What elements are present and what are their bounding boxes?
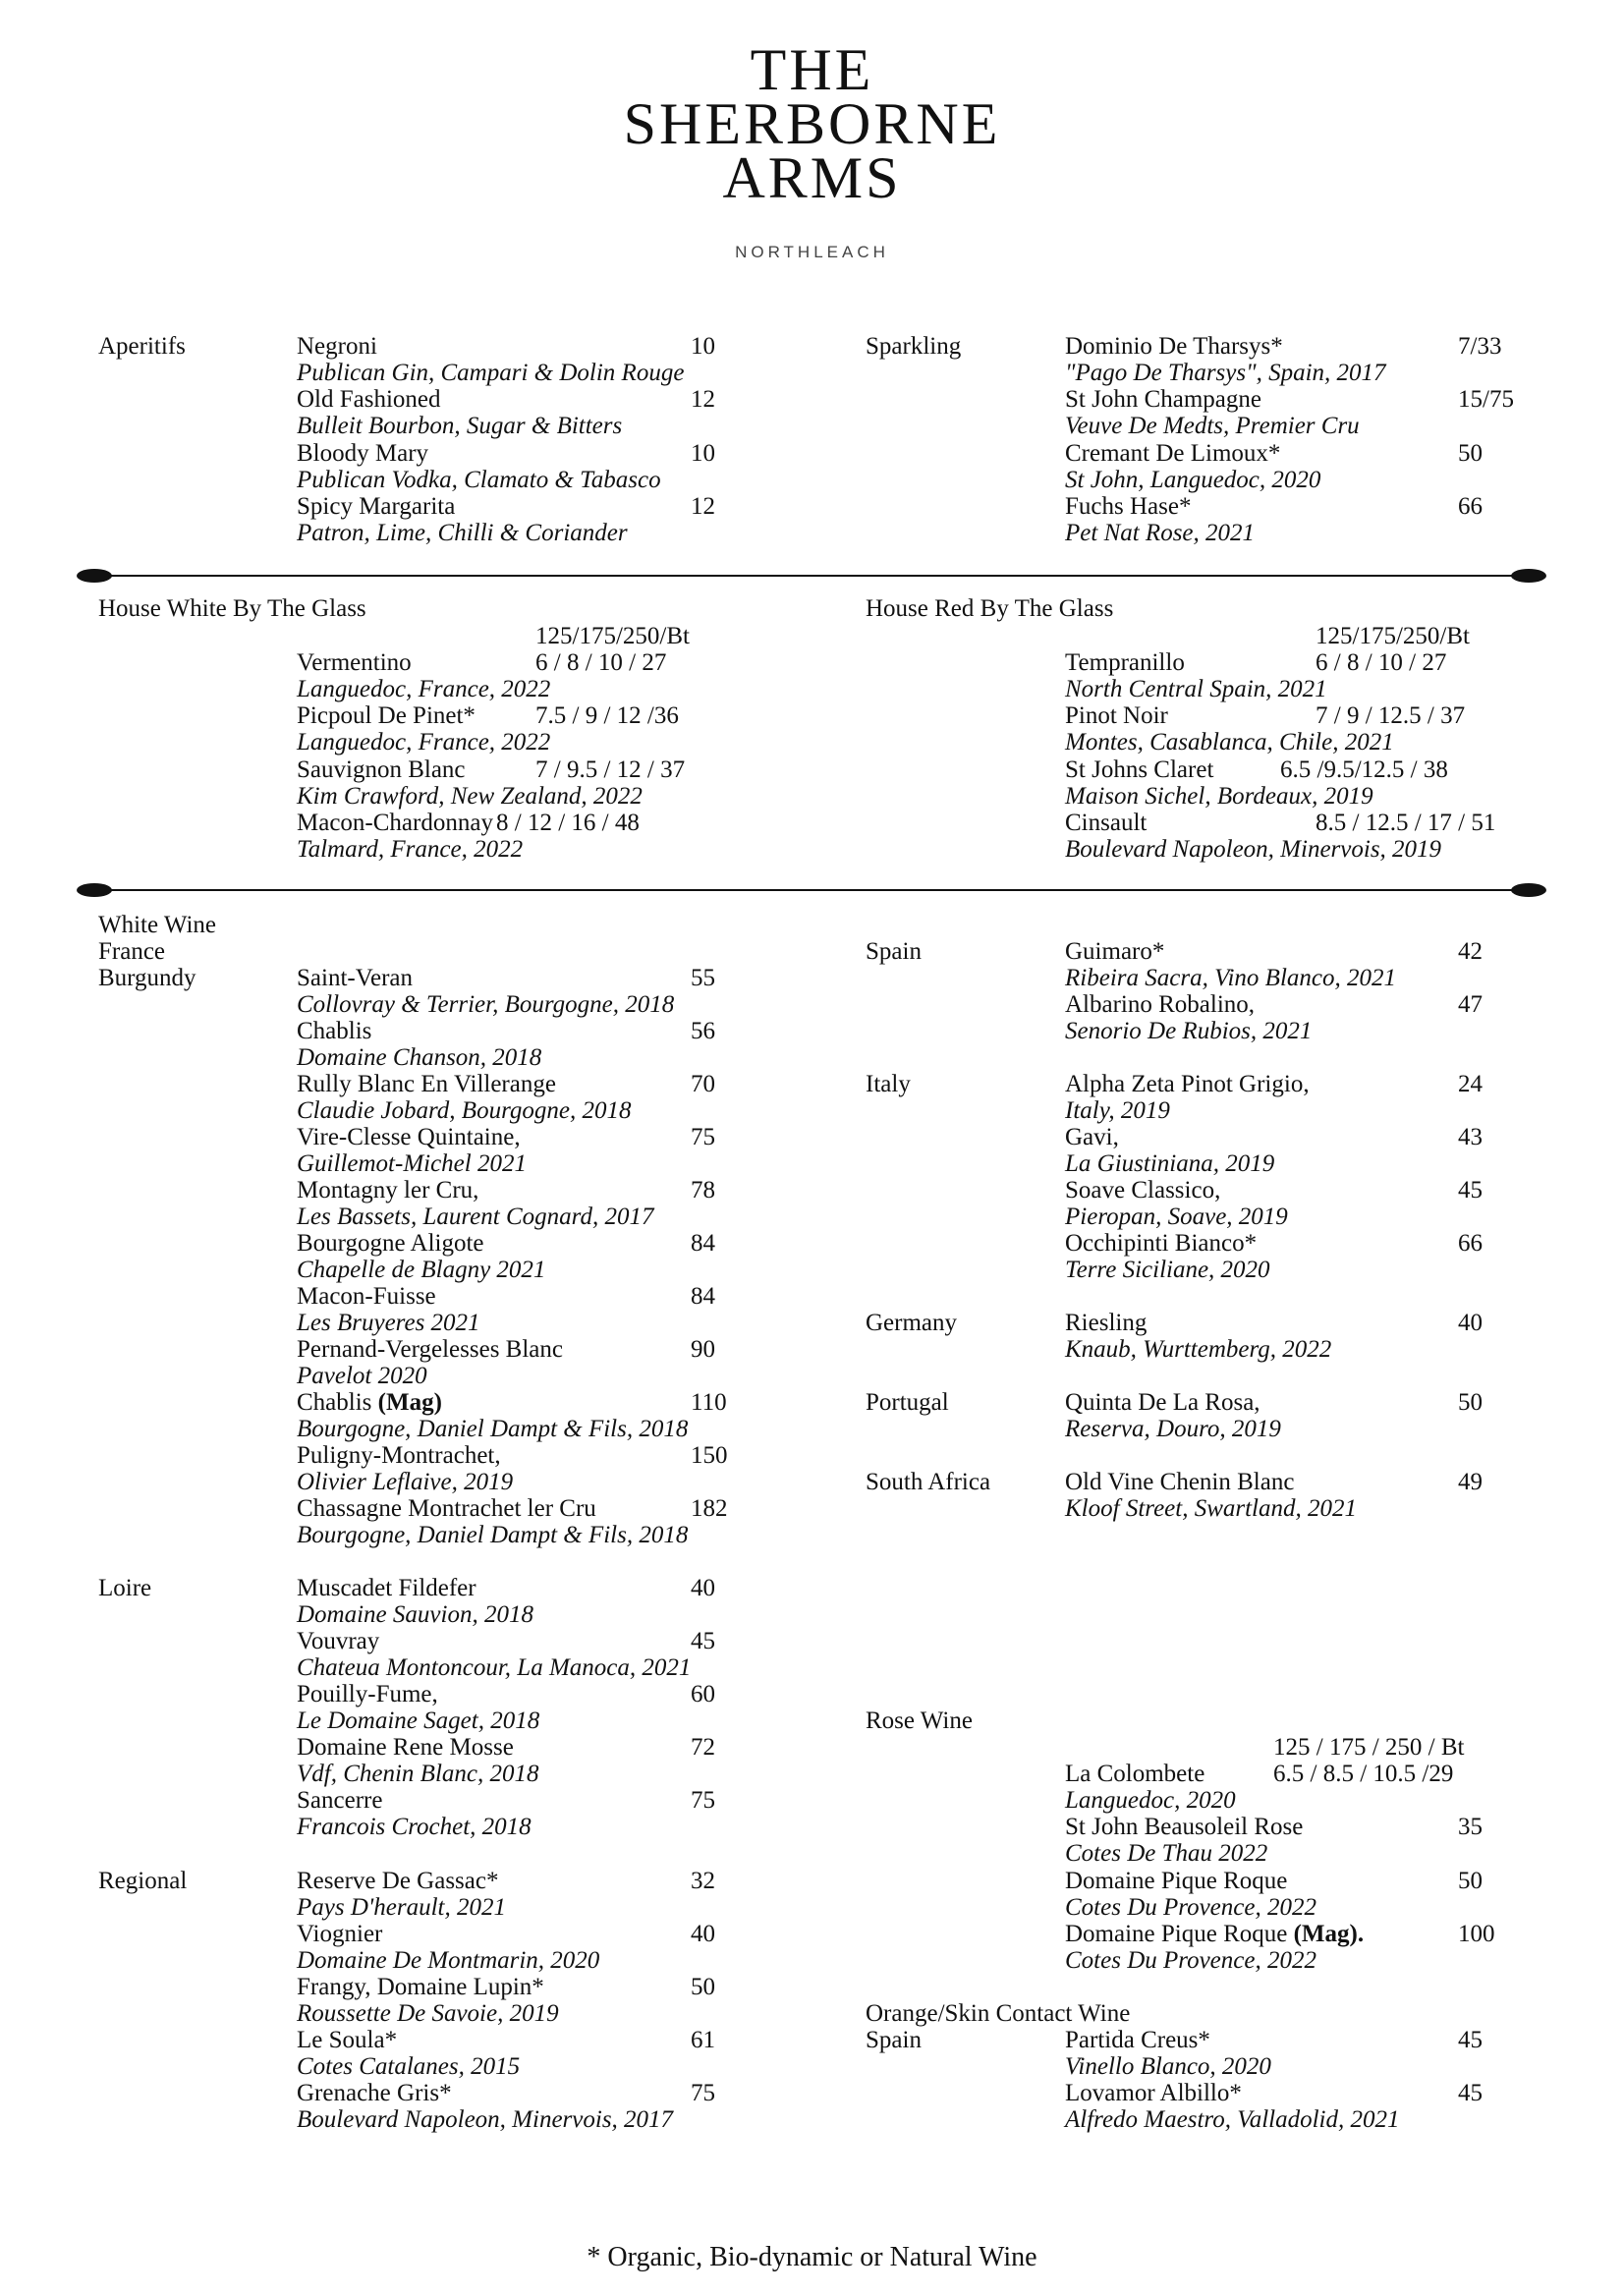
wine-desc: Reserva, Douro, 2019 [1065, 1416, 1281, 1442]
wine-price: 66 [1458, 1230, 1483, 1257]
wine-desc: Collovray & Terrier, Bourgogne, 2018 [297, 991, 675, 1018]
regional-category: Regional [98, 1868, 188, 1894]
wine-desc: Vinello Blanco, 2020 [1065, 2053, 1271, 2080]
sparkling-name: Cremant De Limoux* [1065, 440, 1281, 467]
wine-name: Albarino Robalino, [1065, 991, 1256, 1018]
house-white-prices: 6 / 8 / 10 / 27 [535, 649, 667, 676]
house-red-prices: 7 / 9 / 12.5 / 37 [1316, 702, 1466, 729]
sparkling-desc: St John, Languedoc, 2020 [1065, 467, 1321, 493]
sparkling-name: Dominio De Tharsys* [1065, 333, 1283, 360]
wine-name: Old Vine Chenin Blanc [1065, 1469, 1295, 1495]
wine-price: 35 [1458, 1814, 1483, 1840]
wine-name: Muscadet Fildefer [297, 1575, 476, 1601]
aperitif-name: Old Fashioned [297, 386, 441, 413]
wine-name: Frangy, Domaine Lupin* [297, 1974, 544, 2000]
italy-category: Italy [866, 1071, 911, 1097]
wine-price: 45 [691, 1628, 715, 1654]
wine-desc: Vdf, Chenin Blanc, 2018 [297, 1761, 539, 1787]
wine-desc: Boulevard Napoleon, Minervois, 2017 [297, 2106, 674, 2133]
wine-desc: La Giustiniana, 2019 [1065, 1150, 1275, 1177]
organic-footnote: * Organic, Bio-dynamic or Natural Wine [587, 2242, 1037, 2272]
loire-category: Loire [98, 1575, 152, 1601]
wine-price: 47 [1458, 991, 1483, 1018]
house-white-name: Picpoul De Pinet* [297, 702, 476, 729]
divider-end [1511, 569, 1546, 583]
wine-name: Occhipinti Bianco* [1065, 1230, 1258, 1257]
wine-price: 24 [1458, 1071, 1483, 1097]
house-red-name: Pinot Noir [1065, 702, 1168, 729]
wine-desc: Domaine Chanson, 2018 [297, 1044, 542, 1071]
wine-desc: Languedoc, 2020 [1065, 1787, 1236, 1814]
wine-name [1065, 1921, 1364, 1947]
house-red-heading: House Red By The Glass [866, 595, 1114, 622]
wine-price: 72 [691, 1734, 715, 1761]
wine-desc: Domaine Sauvion, 2018 [297, 1601, 533, 1628]
wine-price: 55 [691, 965, 715, 991]
aperitif-desc: Publican Gin, Campari & Dolin Rouge [297, 360, 685, 386]
wine-name: Chassagne Montrachet ler Cru [297, 1495, 596, 1522]
house-white-name: Sauvignon Blanc [297, 756, 466, 783]
wine-name-text: Chablis [297, 1389, 372, 1416]
house-red-name: Tempranillo [1065, 649, 1185, 676]
germany-category: Germany [866, 1310, 958, 1336]
wine-price: 78 [691, 1177, 715, 1203]
wine-name: Quinta De La Rosa, [1065, 1389, 1260, 1416]
divider-line [90, 889, 1533, 891]
wine-desc: Pays D'herault, 2021 [297, 1894, 506, 1921]
aperitif-desc: Publican Vodka, Clamato & Tabasco [297, 467, 661, 493]
wine-price: 40 [691, 1575, 715, 1601]
house-white-desc: Languedoc, France, 2022 [297, 676, 551, 702]
wine-price: 40 [691, 1921, 715, 1947]
house-red-name: St Johns Claret [1065, 756, 1214, 783]
wine-desc: Cotes Du Provence, 2022 [1065, 1894, 1316, 1921]
wine-desc: Guillemot-Michel 2021 [297, 1150, 527, 1177]
wine-name: La Colombete [1065, 1761, 1205, 1787]
wine-price: 75 [691, 2080, 715, 2106]
white-wine-heading: White Wine [98, 912, 217, 938]
aperitif-price: 10 [691, 440, 715, 467]
wine-name: Riesling [1065, 1310, 1148, 1336]
divider-end [1511, 883, 1546, 897]
wine-name: Viognier [297, 1921, 383, 1947]
sparkling-desc: "Pago De Tharsys", Spain, 2017 [1065, 360, 1386, 386]
wine-desc: Bourgogne, Daniel Dampt & Fils, 2018 [297, 1522, 689, 1548]
wine-desc: Francois Crochet, 2018 [297, 1814, 532, 1840]
wine-name: Bourgogne Aligote [297, 1230, 484, 1257]
wine-name: Le Soula* [297, 2027, 398, 2053]
aperitif-price: 12 [691, 386, 715, 413]
wine-price: 45 [1458, 1177, 1483, 1203]
wine-price: 110 [691, 1389, 727, 1416]
wine-name [297, 1389, 442, 1416]
sparkling-price: 50 [1458, 440, 1483, 467]
aperitif-desc: Bulleit Bourbon, Sugar & Bitters [297, 413, 623, 439]
wine-price: 43 [1458, 1124, 1483, 1150]
wine-name: Grenache Gris* [297, 2080, 452, 2106]
wine-name: Partida Creus* [1065, 2027, 1210, 2053]
aperitif-name: Negroni [297, 333, 377, 360]
sparkling-desc: Veuve De Medts, Premier Cru [1065, 413, 1360, 439]
wine-price: 45 [1458, 2080, 1483, 2106]
wine-desc: Les Bruyeres 2021 [297, 1310, 480, 1336]
wine-desc: Pavelot 2020 [297, 1363, 427, 1389]
wine-price: 60 [691, 1681, 715, 1707]
wine-name: Vire-Clesse Quintaine, [297, 1124, 521, 1150]
house-red-prices: 6 / 8 / 10 / 27 [1316, 649, 1447, 676]
wine-desc: Alfredo Maestro, Valladolid, 2021 [1065, 2106, 1400, 2133]
sparkling-desc: Pet Nat Rose, 2021 [1065, 520, 1256, 546]
wine-desc: Cotes Catalanes, 2015 [297, 2053, 521, 2080]
house-red-desc: North Central Spain, 2021 [1065, 676, 1327, 702]
aperitif-name: Bloody Mary [297, 440, 429, 467]
wine-name: St John Beausoleil Rose [1065, 1814, 1304, 1840]
wine-price: 182 [691, 1495, 728, 1522]
wine-name: Lovamor Albillo* [1065, 2080, 1242, 2106]
house-red-sizes: 125/175/250/Bt [1316, 623, 1470, 649]
restaurant-name [0, 37, 1624, 210]
wine-name: Montagny ler Cru, [297, 1177, 479, 1203]
sparkling-price: 66 [1458, 493, 1483, 520]
wine-name: Reserve De Gassac* [297, 1868, 499, 1894]
title-line-2: SHERBORNE [623, 91, 1001, 156]
wine-desc: Les Bassets, Laurent Cognard, 2017 [297, 1203, 654, 1230]
wine-name: Pernand-Vergelesses Blanc [297, 1336, 563, 1363]
house-white-desc: Talmard, France, 2022 [297, 836, 524, 863]
orange-heading: Orange/Skin Contact Wine [866, 2000, 1131, 2027]
wine-name: Saint-Veran [297, 965, 414, 991]
wine-price: 70 [691, 1071, 715, 1097]
house-white-heading: House White By The Glass [98, 595, 366, 622]
sparkling-price: 15/75 [1458, 386, 1514, 413]
wine-name: Soave Classico, [1065, 1177, 1221, 1203]
wine-price: 32 [691, 1868, 715, 1894]
wine-price: 40 [1458, 1310, 1483, 1336]
wine-name: Vouvray [297, 1628, 380, 1654]
magnum-label: (Mag). [1293, 1921, 1365, 1947]
wine-desc: Cotes Du Provence, 2022 [1065, 1947, 1316, 1974]
wine-price: 100 [1458, 1921, 1495, 1947]
wine-desc: Kloof Street, Swartland, 2021 [1065, 1495, 1357, 1522]
wine-desc: Olivier Leflaive, 2019 [297, 1469, 514, 1495]
rose-glass-prices: 6.5 / 8.5 / 10.5 /29 [1273, 1761, 1454, 1787]
wine-price: 50 [691, 1974, 715, 2000]
wine-price: 61 [691, 2027, 715, 2053]
title-line-1: THE [750, 37, 874, 102]
wine-desc: Chapelle de Blagny 2021 [297, 1257, 546, 1283]
wine-name: Alpha Zeta Pinot Grigio, [1065, 1071, 1310, 1097]
wine-price: 56 [691, 1018, 715, 1044]
house-red-prices: 6.5 /9.5/12.5 / 38 [1280, 756, 1448, 783]
spain-category: Spain [866, 938, 922, 965]
wine-desc: Roussette De Savoie, 2019 [297, 2000, 559, 2027]
white-wine-country: France [98, 938, 166, 965]
wine-price: 84 [691, 1230, 715, 1257]
aperitif-price: 12 [691, 493, 715, 520]
aperitif-price: 10 [691, 333, 715, 360]
wine-price: 50 [1458, 1389, 1483, 1416]
wine-name: Guimaro* [1065, 938, 1165, 965]
wine-desc: Italy, 2019 [1065, 1097, 1170, 1124]
sparkling-name: St John Champagne [1065, 386, 1261, 413]
wine-desc: Pieropan, Soave, 2019 [1065, 1203, 1288, 1230]
section-divider [77, 566, 1546, 586]
wine-name: Pouilly-Fume, [297, 1681, 438, 1707]
sparkling-name: Fuchs Hase* [1065, 493, 1192, 520]
sparkling-category: Sparkling [866, 333, 962, 360]
wine-name: Chablis [297, 1018, 372, 1044]
wine-name-text: Domaine Pique Roque [1065, 1921, 1288, 1947]
sparkling-price: 7/33 [1458, 333, 1502, 360]
section-divider [77, 880, 1546, 900]
wine-price: 75 [691, 1124, 715, 1150]
aperitif-name: Spicy Margarita [297, 493, 456, 520]
wine-name: Sancerre [297, 1787, 383, 1814]
aperitif-desc: Patron, Lime, Chilli & Coriander [297, 520, 628, 546]
house-red-desc: Maison Sichel, Bordeaux, 2019 [1065, 783, 1373, 810]
aperitifs-category: Aperitifs [98, 333, 186, 360]
wine-desc: Knaub, Wurttemberg, 2022 [1065, 1336, 1332, 1363]
wine-name: Gavi, [1065, 1124, 1119, 1150]
wine-name: Macon-Fuisse [297, 1283, 436, 1310]
house-white-desc: Kim Crawford, New Zealand, 2022 [297, 783, 643, 810]
wine-desc: Le Domaine Saget, 2018 [297, 1707, 540, 1734]
south-africa-category: South Africa [866, 1469, 991, 1495]
wine-desc: Domaine De Montmarin, 2020 [297, 1947, 600, 1974]
house-red-name: Cinsault [1065, 810, 1148, 836]
magnum-label: (Mag) [377, 1389, 442, 1416]
divider-line [90, 575, 1533, 577]
wine-price: 49 [1458, 1469, 1483, 1495]
location-subtitle: NORTHLEACH [735, 243, 889, 261]
wine-desc: Senorio De Rubios, 2021 [1065, 1018, 1313, 1044]
house-white-name: Macon-Chardonnay [297, 810, 493, 836]
rose-heading: Rose Wine [866, 1707, 973, 1734]
house-white-name: Vermentino [297, 649, 412, 676]
wine-desc: Chateua Montoncour, La Manoca, 2021 [297, 1654, 692, 1681]
wine-desc: Bourgogne, Daniel Dampt & Fils, 2018 [297, 1416, 689, 1442]
wine-name: Rully Blanc En Villerange [297, 1071, 556, 1097]
wine-price: 50 [1458, 1868, 1483, 1894]
house-white-desc: Languedoc, France, 2022 [297, 729, 551, 756]
house-red-prices: 8.5 / 12.5 / 17 / 51 [1316, 810, 1496, 836]
portugal-category: Portugal [866, 1389, 949, 1416]
wine-desc: Cotes De Thau 2022 [1065, 1840, 1268, 1867]
wine-desc: Terre Siciliane, 2020 [1065, 1257, 1270, 1283]
house-white-prices: 7 / 9.5 / 12 / 37 [535, 756, 686, 783]
house-red-desc: Boulevard Napoleon, Minervois, 2019 [1065, 836, 1442, 863]
wine-price: 42 [1458, 938, 1483, 965]
wine-price: 150 [691, 1442, 728, 1469]
title-line-3: ARMS [722, 145, 902, 210]
wine-desc: Ribeira Sacra, Vino Blanco, 2021 [1065, 965, 1396, 991]
house-red-desc: Montes, Casablanca, Chile, 2021 [1065, 729, 1394, 756]
wine-price: 84 [691, 1283, 715, 1310]
wine-price: 75 [691, 1787, 715, 1814]
wine-name: Puligny-Montrachet, [297, 1442, 501, 1469]
wine-name: Domaine Pique Roque [1065, 1868, 1288, 1894]
burgundy-category: Burgundy [98, 965, 196, 991]
house-white-sizes: 125/175/250/Bt [535, 623, 690, 649]
wine-desc: Claudie Jobard, Bourgogne, 2018 [297, 1097, 632, 1124]
wine-name: Domaine Rene Mosse [297, 1734, 514, 1761]
wine-price: 90 [691, 1336, 715, 1363]
house-white-prices: 7.5 / 9 / 12 /36 [535, 702, 679, 729]
wine-price: 45 [1458, 2027, 1483, 2053]
house-white-prices: 8 / 12 / 16 / 48 [496, 810, 640, 836]
orange-spain-category: Spain [866, 2027, 922, 2053]
rose-sizes: 125 / 175 / 250 / Bt [1273, 1734, 1465, 1761]
